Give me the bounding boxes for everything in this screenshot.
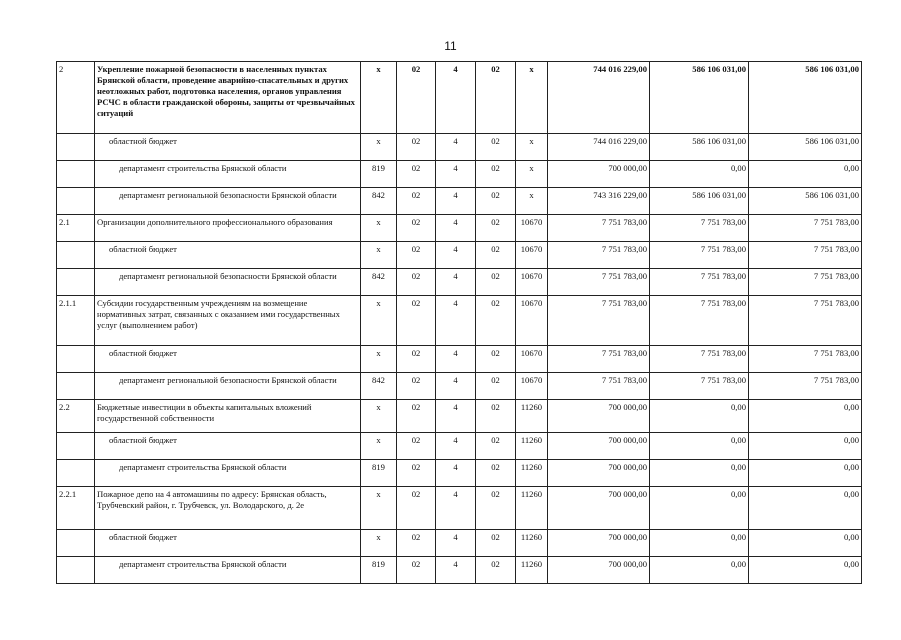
- gruppa-code-cell: 819: [361, 161, 397, 188]
- section-code-cell: 02: [397, 62, 436, 134]
- row-number-cell: [57, 373, 95, 400]
- direction-code-cell: 10670: [516, 296, 548, 346]
- row-name-cell: областной бюджет: [95, 242, 361, 269]
- amount-year3-cell: 7 751 783,00: [749, 373, 862, 400]
- table-row: [57, 530, 862, 557]
- amount-year1-cell: 744 016 229,00: [548, 134, 650, 161]
- amount-year3-cell: 7 751 783,00: [749, 242, 862, 269]
- amount-year1-cell: 7 751 783,00: [548, 269, 650, 296]
- subsection-code-cell: 4: [436, 62, 476, 134]
- program-code-cell: 02: [476, 134, 516, 161]
- gruppa-code-cell: х: [361, 433, 397, 460]
- table-row: [57, 373, 862, 400]
- direction-code-cell: 11260: [516, 557, 548, 584]
- program-code-cell: 02: [476, 530, 516, 557]
- table-row: [57, 433, 862, 460]
- subsection-code-cell: 4: [436, 242, 476, 269]
- table-row: [57, 188, 862, 215]
- amount-year2-cell: 7 751 783,00: [650, 296, 749, 346]
- section-code-cell: 02: [397, 487, 436, 530]
- section-code-cell: 02: [397, 373, 436, 400]
- amount-year2-cell: 7 751 783,00: [650, 269, 749, 296]
- row-name-cell: департамент строительства Брянской области: [95, 460, 361, 487]
- amount-year2-cell: 0,00: [650, 460, 749, 487]
- section-code-cell: 02: [397, 460, 436, 487]
- table-row: [57, 215, 862, 242]
- table-row: [57, 557, 862, 584]
- subsection-code-cell: 4: [436, 557, 476, 584]
- direction-code-cell: х: [516, 62, 548, 134]
- row-number-cell: [57, 460, 95, 487]
- table-row: [57, 296, 862, 346]
- row-number-cell: [57, 269, 95, 296]
- amount-year2-cell: 586 106 031,00: [650, 188, 749, 215]
- row-number-cell: [57, 134, 95, 161]
- table-row: [57, 161, 862, 188]
- program-code-cell: 02: [476, 296, 516, 346]
- section-code-cell: 02: [397, 346, 436, 373]
- gruppa-code-cell: х: [361, 296, 397, 346]
- amount-year3-cell: 7 751 783,00: [749, 215, 862, 242]
- direction-code-cell: 11260: [516, 530, 548, 557]
- subsection-code-cell: 4: [436, 215, 476, 242]
- subsection-code-cell: 4: [436, 346, 476, 373]
- amount-year2-cell: 7 751 783,00: [650, 346, 749, 373]
- budget-table: [56, 61, 862, 584]
- gruppa-code-cell: х: [361, 62, 397, 134]
- row-name-cell: департамент региональной безопасности Брянской области: [95, 373, 361, 400]
- amount-year2-cell: 0,00: [650, 557, 749, 584]
- amount-year3-cell: 7 751 783,00: [749, 269, 862, 296]
- row-number-cell: [57, 161, 95, 188]
- amount-year1-cell: 7 751 783,00: [548, 242, 650, 269]
- gruppa-code-cell: х: [361, 487, 397, 530]
- section-code-cell: 02: [397, 188, 436, 215]
- amount-year2-cell: 0,00: [650, 530, 749, 557]
- program-code-cell: 02: [476, 400, 516, 433]
- program-code-cell: 02: [476, 62, 516, 134]
- amount-year1-cell: 7 751 783,00: [548, 296, 650, 346]
- row-number-cell: [57, 557, 95, 584]
- row-number-cell: [57, 346, 95, 373]
- row-name-cell: департамент региональной безопасности Брянской области: [95, 188, 361, 215]
- gruppa-code-cell: 819: [361, 460, 397, 487]
- row-number-cell: [57, 530, 95, 557]
- amount-year1-cell: 7 751 783,00: [548, 373, 650, 400]
- section-code-cell: 02: [397, 134, 436, 161]
- amount-year1-cell: 744 016 229,00: [548, 62, 650, 134]
- gruppa-code-cell: 842: [361, 269, 397, 296]
- program-code-cell: 02: [476, 269, 516, 296]
- subsection-code-cell: 4: [436, 433, 476, 460]
- gruppa-code-cell: 842: [361, 373, 397, 400]
- gruppa-code-cell: х: [361, 530, 397, 557]
- direction-code-cell: 10670: [516, 269, 548, 296]
- row-number-cell: 2.2: [57, 400, 95, 433]
- section-code-cell: 02: [397, 269, 436, 296]
- amount-year1-cell: 7 751 783,00: [548, 215, 650, 242]
- row-number-cell: 2.1.1: [57, 296, 95, 346]
- amount-year3-cell: 0,00: [749, 400, 862, 433]
- program-code-cell: 02: [476, 161, 516, 188]
- direction-code-cell: 10670: [516, 242, 548, 269]
- amount-year3-cell: 586 106 031,00: [749, 134, 862, 161]
- direction-code-cell: х: [516, 161, 548, 188]
- direction-code-cell: 11260: [516, 433, 548, 460]
- amount-year2-cell: 7 751 783,00: [650, 215, 749, 242]
- subsection-code-cell: 4: [436, 188, 476, 215]
- page-number: 11: [444, 39, 457, 53]
- amount-year3-cell: 0,00: [749, 530, 862, 557]
- gruppa-code-cell: х: [361, 400, 397, 433]
- gruppa-code-cell: х: [361, 215, 397, 242]
- subsection-code-cell: 4: [436, 487, 476, 530]
- subsection-code-cell: 4: [436, 400, 476, 433]
- section-code-cell: 02: [397, 242, 436, 269]
- amount-year3-cell: 0,00: [749, 557, 862, 584]
- direction-code-cell: х: [516, 188, 548, 215]
- direction-code-cell: 10670: [516, 215, 548, 242]
- row-name-cell: областной бюджет: [95, 134, 361, 161]
- gruppa-code-cell: 819: [361, 557, 397, 584]
- table-row: [57, 487, 862, 530]
- direction-code-cell: 11260: [516, 487, 548, 530]
- amount-year1-cell: 700 000,00: [548, 161, 650, 188]
- section-code-cell: 02: [397, 557, 436, 584]
- direction-code-cell: х: [516, 134, 548, 161]
- program-code-cell: 02: [476, 188, 516, 215]
- amount-year2-cell: 0,00: [650, 161, 749, 188]
- direction-code-cell: 10670: [516, 346, 548, 373]
- subsection-code-cell: 4: [436, 161, 476, 188]
- table-row: [57, 242, 862, 269]
- row-name-cell: Бюджетные инвестиции в объекты капитальных вложений государственной собственности: [95, 400, 361, 433]
- program-code-cell: 02: [476, 346, 516, 373]
- row-name-cell: департамент региональной безопасности Брянской области: [95, 269, 361, 296]
- table-row: [57, 62, 862, 134]
- gruppa-code-cell: х: [361, 346, 397, 373]
- amount-year1-cell: 7 751 783,00: [548, 346, 650, 373]
- section-code-cell: 02: [397, 215, 436, 242]
- gruppa-code-cell: х: [361, 134, 397, 161]
- amount-year3-cell: 0,00: [749, 433, 862, 460]
- program-code-cell: 02: [476, 557, 516, 584]
- row-number-cell: [57, 242, 95, 269]
- row-number-cell: [57, 433, 95, 460]
- subsection-code-cell: 4: [436, 296, 476, 346]
- amount-year2-cell: 0,00: [650, 400, 749, 433]
- row-name-cell: департамент строительства Брянской области: [95, 161, 361, 188]
- amount-year1-cell: 700 000,00: [548, 460, 650, 487]
- subsection-code-cell: 4: [436, 134, 476, 161]
- row-number-cell: 2.1: [57, 215, 95, 242]
- row-name-cell: департамент строительства Брянской области: [95, 557, 361, 584]
- table-row: [57, 346, 862, 373]
- amount-year2-cell: 0,00: [650, 433, 749, 460]
- section-code-cell: 02: [397, 433, 436, 460]
- row-number-cell: 2: [57, 62, 95, 134]
- subsection-code-cell: 4: [436, 460, 476, 487]
- amount-year1-cell: 700 000,00: [548, 433, 650, 460]
- row-name-cell: Пожарное депо на 4 автомашины по адресу: Брянская область, Трубчевский район, г. Трубчевск, ул. Володарского, д. 2е: [95, 487, 361, 530]
- table-row: [57, 269, 862, 296]
- row-name-cell: Организации дополнительного профессионального образования: [95, 215, 361, 242]
- program-code-cell: 02: [476, 215, 516, 242]
- row-number-cell: 2.2.1: [57, 487, 95, 530]
- section-code-cell: 02: [397, 400, 436, 433]
- direction-code-cell: 10670: [516, 373, 548, 400]
- program-code-cell: 02: [476, 373, 516, 400]
- amount-year3-cell: 7 751 783,00: [749, 296, 862, 346]
- table-row: [57, 460, 862, 487]
- amount-year2-cell: 586 106 031,00: [650, 62, 749, 134]
- direction-code-cell: 11260: [516, 460, 548, 487]
- amount-year2-cell: 7 751 783,00: [650, 373, 749, 400]
- row-number-cell: [57, 188, 95, 215]
- gruppa-code-cell: х: [361, 242, 397, 269]
- amount-year3-cell: 586 106 031,00: [749, 62, 862, 134]
- table-row: [57, 134, 862, 161]
- subsection-code-cell: 4: [436, 530, 476, 557]
- row-name-cell: Субсидии государственным учреждениям на возмещение нормативных затрат, связанных с оказанием ими государственных услуг (выполнением работ): [95, 296, 361, 346]
- subsection-code-cell: 4: [436, 373, 476, 400]
- program-code-cell: 02: [476, 487, 516, 530]
- row-name-cell: областной бюджет: [95, 433, 361, 460]
- section-code-cell: 02: [397, 530, 436, 557]
- program-code-cell: 02: [476, 242, 516, 269]
- row-name-cell: областной бюджет: [95, 530, 361, 557]
- amount-year2-cell: 7 751 783,00: [650, 242, 749, 269]
- amount-year2-cell: 0,00: [650, 487, 749, 530]
- row-name-cell: областной бюджет: [95, 346, 361, 373]
- section-code-cell: 02: [397, 296, 436, 346]
- amount-year2-cell: 586 106 031,00: [650, 134, 749, 161]
- amount-year3-cell: 7 751 783,00: [749, 346, 862, 373]
- program-code-cell: 02: [476, 460, 516, 487]
- gruppa-code-cell: 842: [361, 188, 397, 215]
- amount-year3-cell: 0,00: [749, 487, 862, 530]
- subsection-code-cell: 4: [436, 269, 476, 296]
- amount-year1-cell: 700 000,00: [548, 530, 650, 557]
- direction-code-cell: 11260: [516, 400, 548, 433]
- amount-year3-cell: 0,00: [749, 161, 862, 188]
- section-code-cell: 02: [397, 161, 436, 188]
- row-name-cell: Укрепление пожарной безопасности в населенных пунктах Брянской области, проведение аварийно-спасательных и других неотложных работ, подготовка населения, органов управления РСЧС в области гражданской обороны, защиты от чрезвычайных ситуаций: [95, 62, 361, 134]
- amount-year1-cell: 700 000,00: [548, 487, 650, 530]
- amount-year1-cell: 700 000,00: [548, 557, 650, 584]
- amount-year1-cell: 700 000,00: [548, 400, 650, 433]
- amount-year3-cell: 0,00: [749, 460, 862, 487]
- table-row: [57, 400, 862, 433]
- amount-year1-cell: 743 316 229,00: [548, 188, 650, 215]
- amount-year3-cell: 586 106 031,00: [749, 188, 862, 215]
- program-code-cell: 02: [476, 433, 516, 460]
